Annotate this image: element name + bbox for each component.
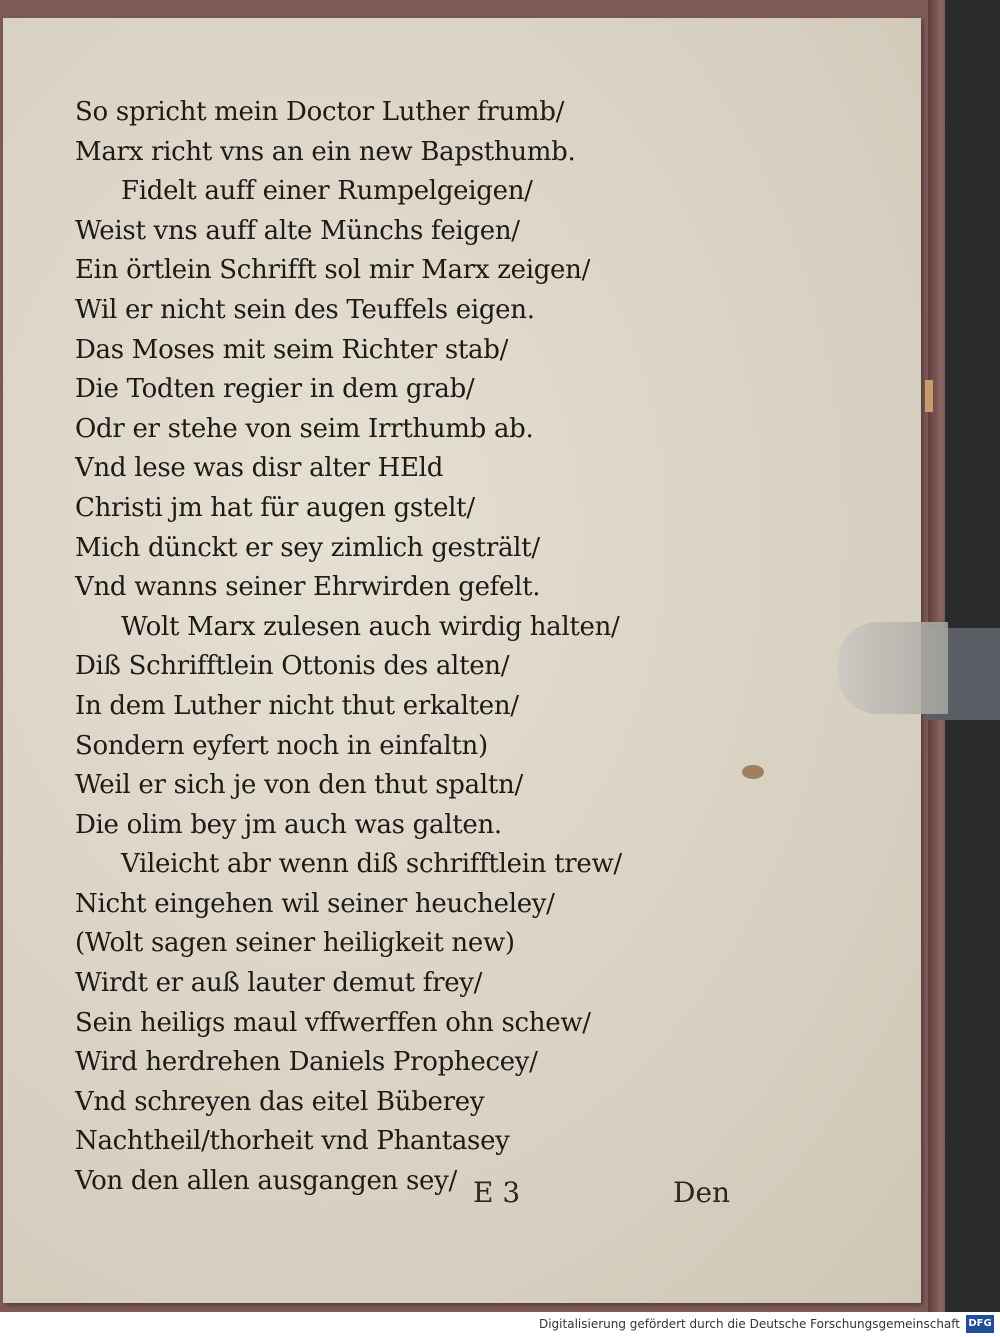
- text-line: In dem Luther nicht thut erkalten/: [75, 690, 519, 721]
- text-line: Nachtheil/thorheit vnd Phantasey: [75, 1126, 510, 1157]
- text-line: Marx richt vns an ein new Bapsthumb.: [75, 136, 576, 167]
- text-line: Wolt Marx zulesen auch wirdig halten/: [121, 611, 620, 642]
- text-line: Wirdt er auß lauter demut frey/: [75, 968, 483, 999]
- text-line: Wil er nicht sein des Teuffels eigen.: [75, 294, 535, 325]
- text-line: Christi jm hat für augen gstelt/: [75, 492, 475, 523]
- page-clip: [838, 622, 948, 714]
- text-line: Sondern eyfert noch in einfaltn): [75, 730, 488, 761]
- text-line: Sein heiligs maul vffwerffen ohn schew/: [75, 1007, 591, 1038]
- text-line: Die Todten regier in dem grab/: [75, 374, 475, 405]
- text-line: Vileicht abr wenn diß schrifftlein trew/: [121, 849, 622, 880]
- text-line: Odr er stehe von seim Irrthumb ab.: [75, 413, 534, 444]
- text-line: (Wolt sagen seiner heiligkeit new): [75, 928, 515, 959]
- page-marker: [925, 380, 933, 412]
- text-line: Fidelt auff einer Rumpelgeigen/: [121, 176, 533, 207]
- text-line: Nicht eingehen wil seiner heucheley/: [75, 888, 555, 919]
- text-line: Wird herdrehen Daniels Prophecey/: [75, 1047, 538, 1078]
- signature-mark: E 3: [473, 1176, 521, 1209]
- credit-bar: [0, 1312, 1000, 1337]
- text-line: Vnd wanns seiner Ehrwirden gefelt.: [75, 572, 541, 603]
- paper-stain: [742, 765, 764, 779]
- dfg-logo-icon: DFG: [966, 1315, 994, 1333]
- text-line: Von den allen ausgangen sey/: [75, 1166, 457, 1197]
- catchword: Den: [673, 1176, 731, 1209]
- credit-text: Digitalisierung gefördert durch die Deutsche Forschungsgemeinschaft: [538, 1317, 960, 1331]
- text-line: Die olim bey jm auch was galten.: [75, 809, 502, 840]
- poem-text: [75, 93, 715, 1202]
- text-line: Vnd schreyen das eitel Büberey: [75, 1086, 485, 1117]
- text-line: Das Moses mit seim Richter stab/: [75, 334, 509, 365]
- text-line: Mich dünckt er sey zimlich gestrält/: [75, 532, 540, 563]
- text-line: Vnd lese was disr alter HEld: [75, 453, 444, 484]
- text-line: Ein örtlein Schrifft sol mir Marx zeigen/: [75, 255, 591, 286]
- text-line: Weil er sich je von den thut spaltn/: [75, 770, 523, 801]
- text-line: So spricht mein Doctor Luther frumb/: [75, 97, 565, 127]
- text-line: Diß Schrifftlein Ottonis des alten/: [75, 651, 510, 682]
- page-footer: [473, 1176, 803, 1216]
- book-page: [3, 18, 921, 1303]
- text-line: Weist vns auff alte Münchs feigen/: [75, 215, 520, 246]
